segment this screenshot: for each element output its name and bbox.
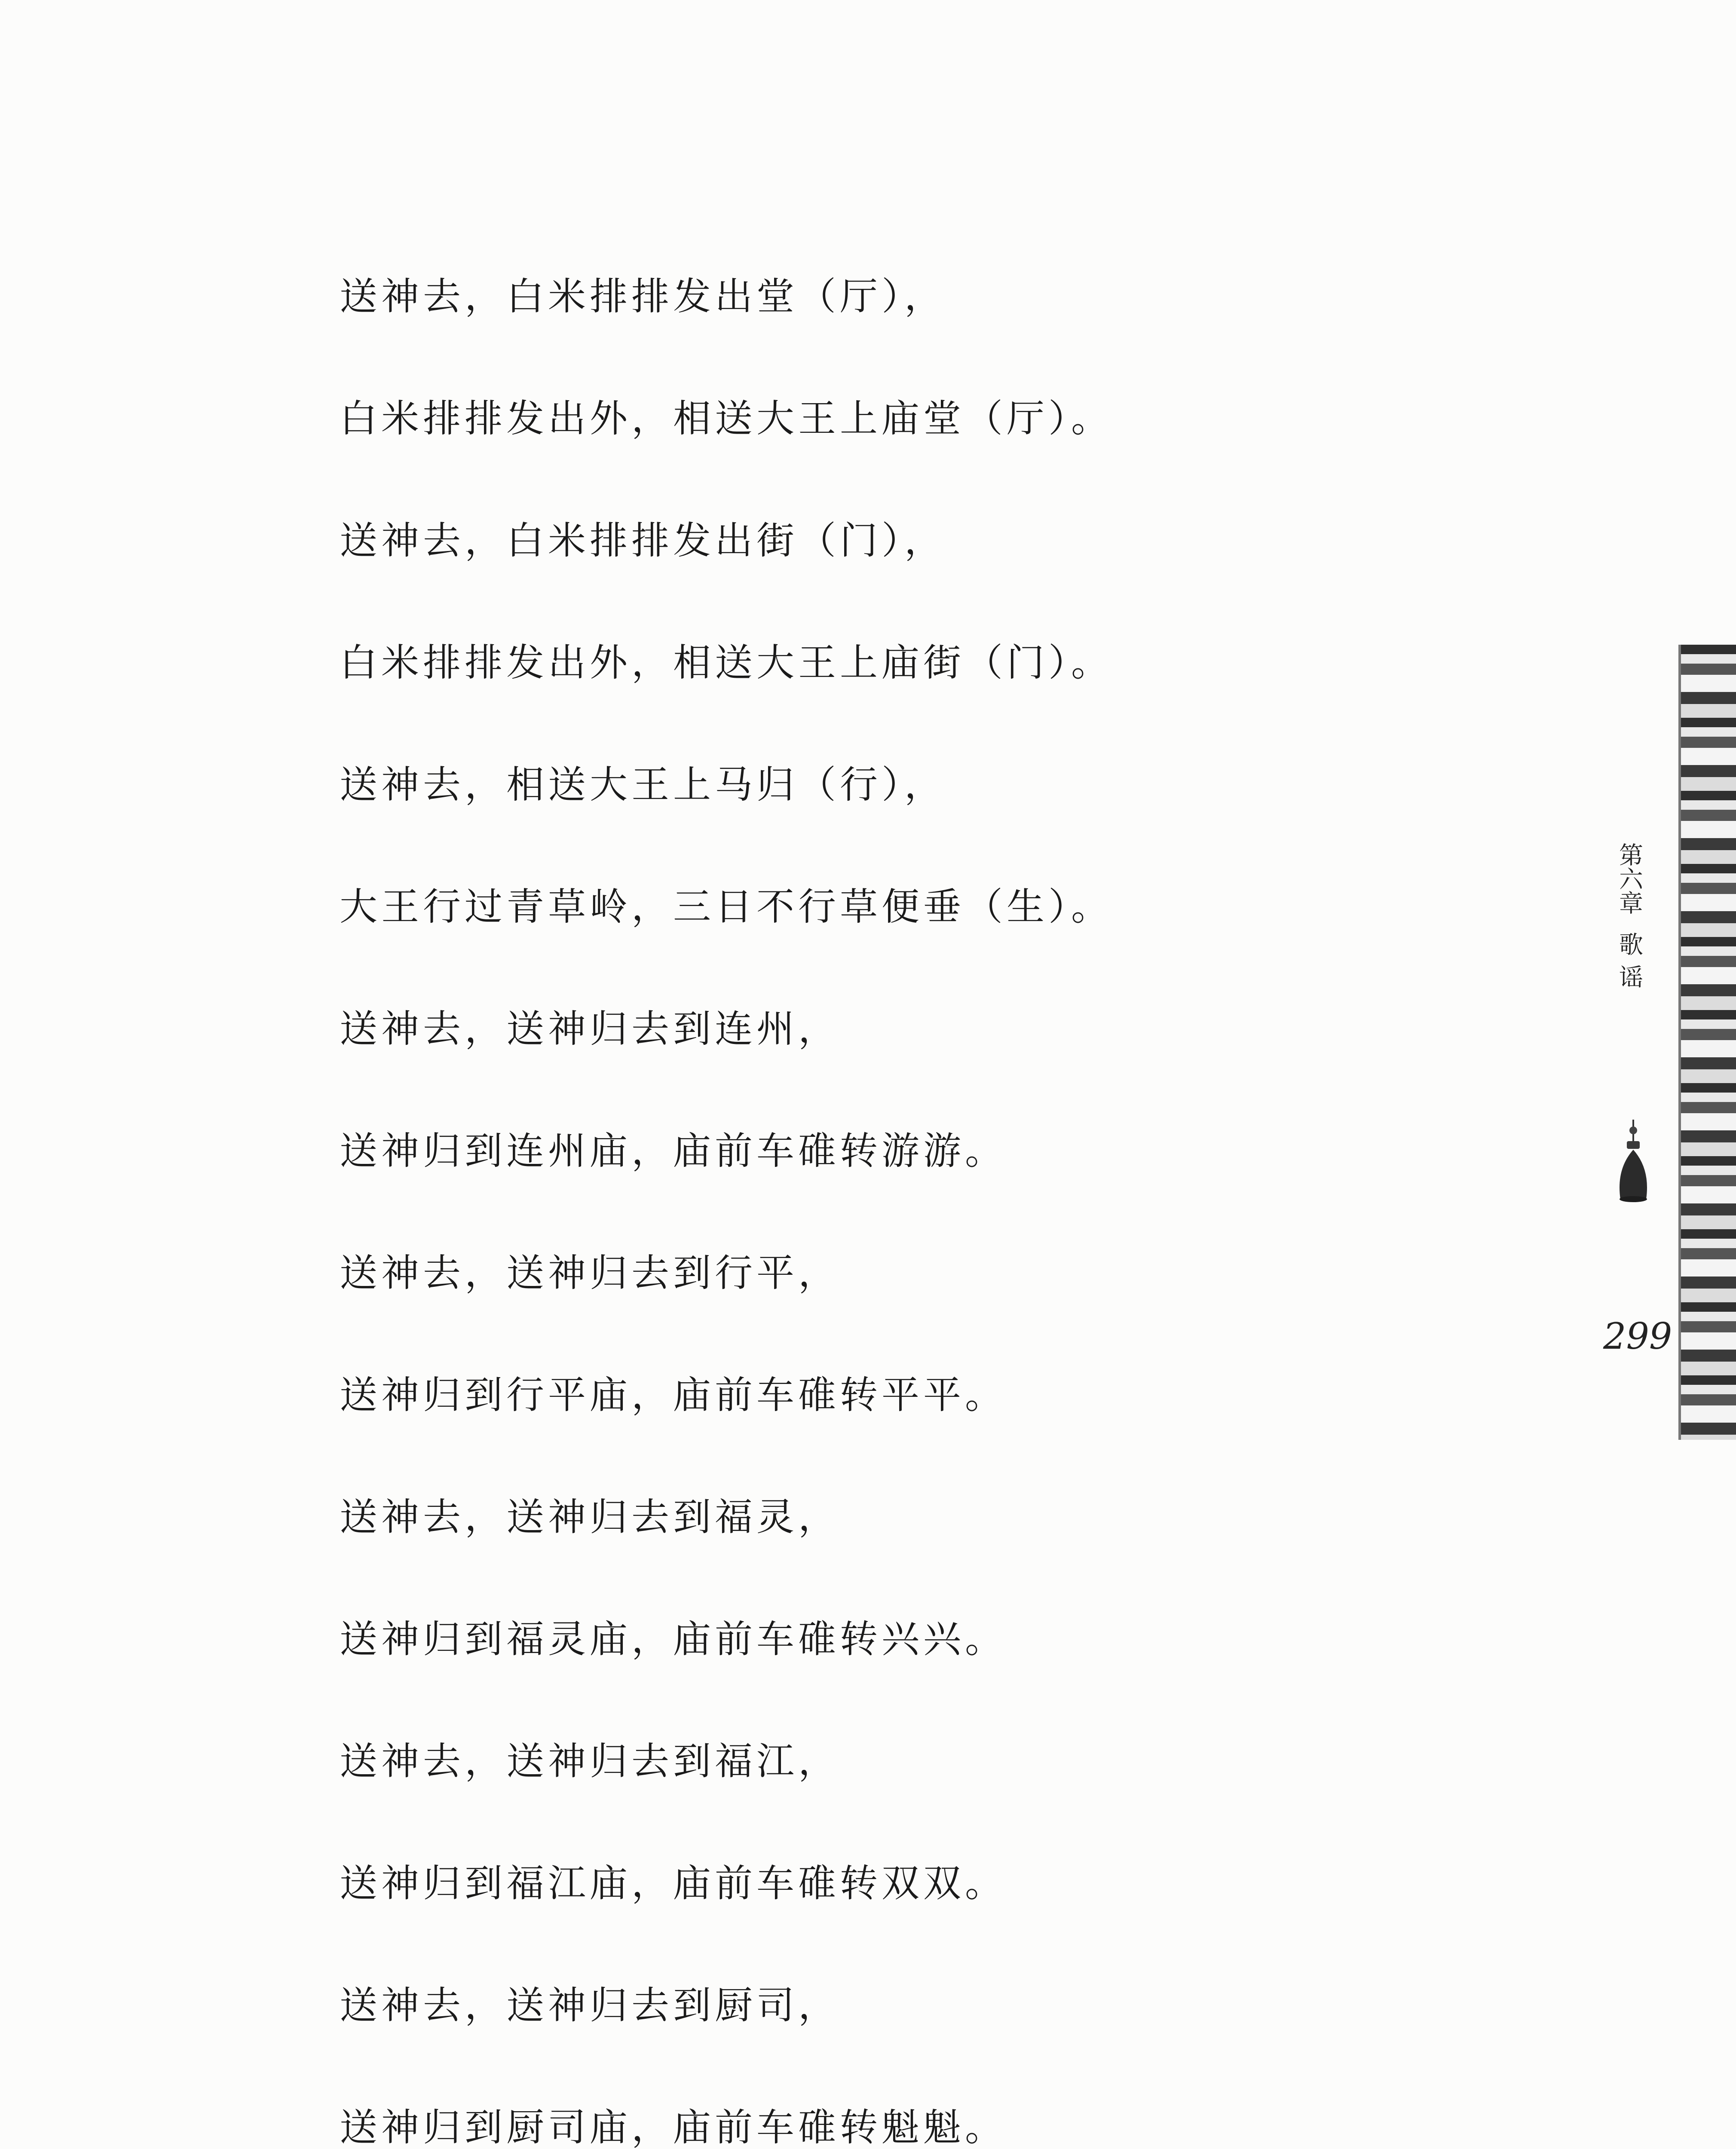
decorative-side-border: [1678, 645, 1736, 1440]
verse-line: 大王行过青草岭，三日不行草便垂（生）。: [340, 885, 1113, 929]
verse-line: 送神去，白米排排发出街（门），: [340, 518, 946, 563]
verse-line: 白米排排发出外，相送大王上庙街（门）。: [340, 640, 1113, 685]
verse-line: 送神归到福灵庙，庙前车碓转兴兴。: [340, 1617, 1007, 1661]
verse-line: 送神去，送神归去到连州，: [340, 1007, 840, 1051]
verse-line: 送神去，送神归去到行平，: [340, 1251, 840, 1295]
verse-line: 送神归到福江庙，庙前车碓转双双。: [340, 1861, 1007, 1905]
chapter-title: 歌谣: [1615, 932, 1643, 997]
bell-icon: [1610, 1117, 1657, 1203]
verse-line: 送神归到行平庙，庙前车碓转平平。: [340, 1373, 1007, 1417]
verse-line: 送神归到厨司庙，庙前车碓转魁魁。: [340, 2105, 1007, 2149]
verse-line: 白米排排发出外，相送大王上庙堂（厅）。: [340, 396, 1113, 441]
page-number: 299: [1603, 1315, 1672, 1357]
verse-list: [340, 266, 1280, 2149]
verse-line: 送神去，相送大王上马归（行），: [340, 762, 946, 807]
chapter-number: 第六章: [1615, 842, 1643, 915]
verse-line: 送神归到连州庙，庙前车碓转游游。: [340, 1129, 1007, 1173]
verse-line: 送神去，送神归去到福江，: [340, 1739, 840, 1783]
verse-line: 送神去，送神归去到厨司，: [340, 1983, 840, 2027]
chapter-label: [1603, 842, 1655, 997]
verse-line: 送神去，白米排排发出堂（厅），: [340, 274, 946, 318]
verse-line: 送神去，送神归去到福灵，: [340, 1495, 840, 1539]
